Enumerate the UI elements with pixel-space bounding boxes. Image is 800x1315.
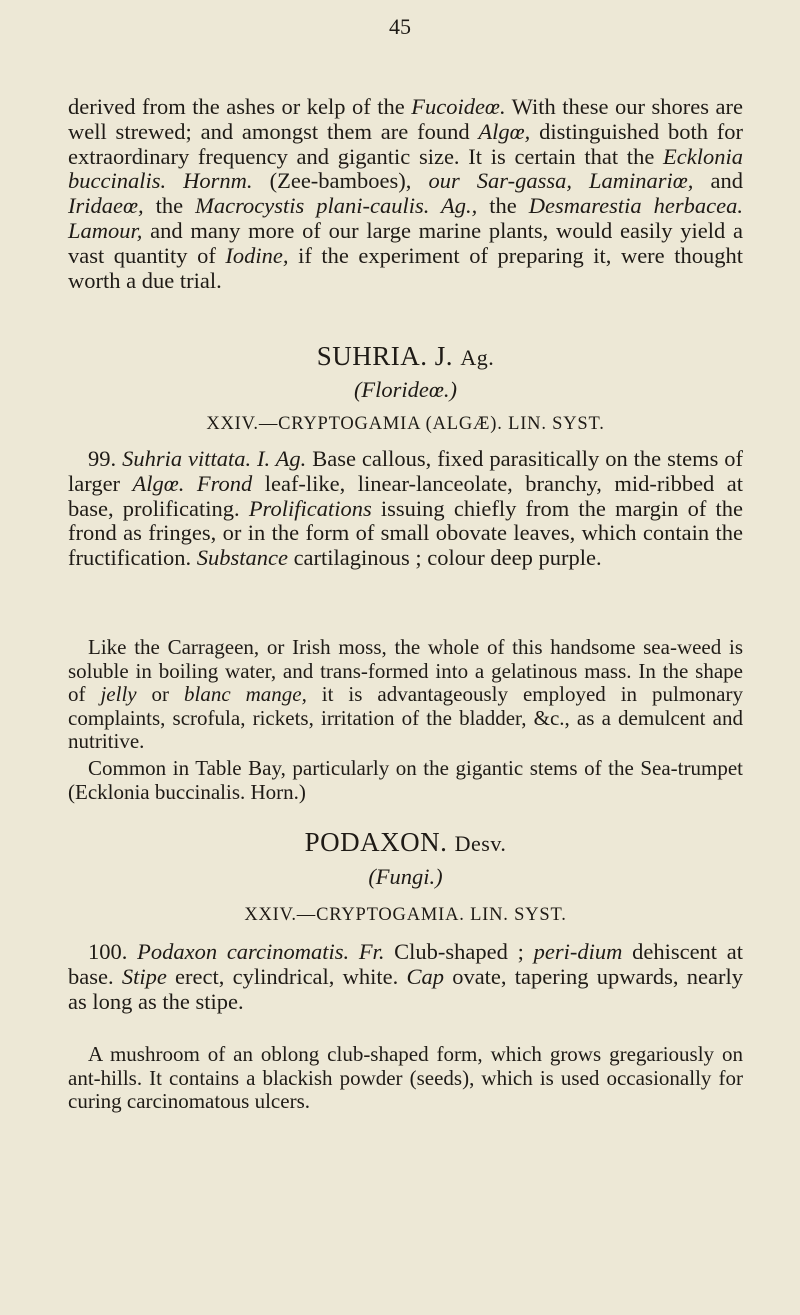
family-fungi: (Fungi.) [368,864,443,889]
entry-99-note: Like the Carrageen, or Irish moss, the whole of this handsome sea-weed is soluble in boiling water, and trans-formed into a gelatinous mass. In the shape of jelly or blanc mange, it is advantageously employed in pulmonary complaints, scrofula, rickets, irritation of the bladder, &c., as a demulcent and nutritive. [68,635,743,754]
genus-heading-suhria: SUHRIA. J. Ag. [316,341,495,371]
page-number: 45 [389,14,411,39]
classification-line-2: XXIV.—CRYPTOGAMIA. LIN. SYST. [244,905,567,925]
entry-100-description: 100. Podaxon carcinomatis. Fr. Club-shaped ; peri-dium dehiscent at base. Stipe erect, cylindrical, white. Cap ovate, tapering upwards, nearly as long as the stipe. [68,939,744,1014]
family-floridea: (Florideœ.) [353,377,458,402]
entry-99-locality: Common in Table Bay, particularly on the gigantic stems of the Sea-trumpet (Ecklonia buccinalis. Horn.) [68,756,743,804]
genus-heading-podaxon: PODAXON. Desv. [304,827,507,857]
intro-paragraph: derived from the ashes or kelp of the Fucoideœ. With these our shores are well strewed; and amongst them are found Algœ, distinguished both for extraordinary frequency and gigantic size. It is certain that the Ecklonia buccinalis. Hornm. (Zee-bamboes), our Sar-gassa, Laminariœ, and Iridaeœ, the Macrocystis plani-caulis. Ag., the Desmarestia herbacea. Lamour, and many more of our large marine plants, would easily yield a vast quantity of Iodine, if the experiment of preparing it, were thought worth a due trial. [68,94,744,293]
entry-99-description: 99. Suhria vittata. I. Ag. Base callous, fixed parasitically on the stems of larger Algœ. Frond leaf-like, linear-lanceolate, branchy, mid-ribbed at base, prolificating. Prolifications issuing chiefly from the margin of the frond as fringes, or in the form of small obovate leaves, which contain the fructification. Substance cartilaginous ; colour deep purple. [68,446,743,571]
classification-line-1: XXIV.—CRYPTOGAMIA (ALGÆ). LIN. SYST. [206,414,605,434]
entry-100-note: A mushroom of an oblong club-shaped form, which grows gregariously on ant-hills. It contains a blackish powder (seeds), which is used occasionally for curing carcinomatous ulcers. [68,1042,743,1114]
